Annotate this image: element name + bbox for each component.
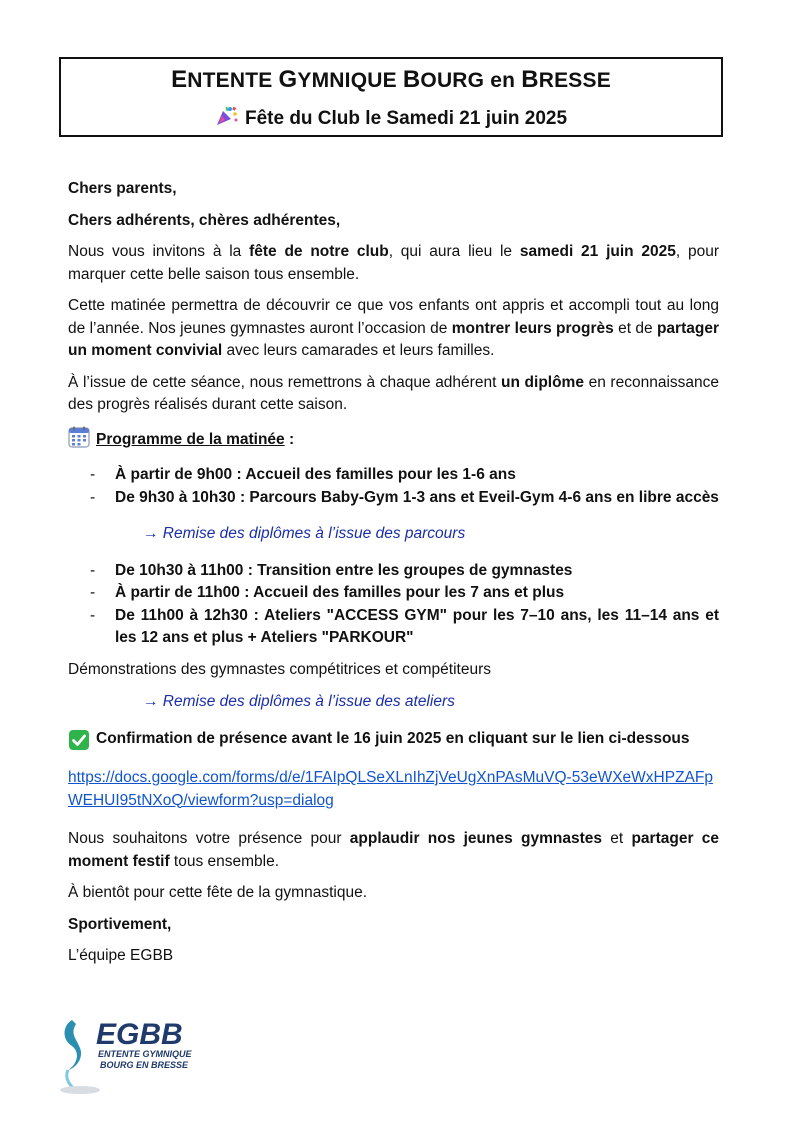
paragraph-diploma: À l’issue de cette séance, nous remettrons à chaque adhérent un diplôme en reconnaissance des progrès réalisés durant cette saison. (68, 373, 719, 413)
calendar-icon (68, 426, 90, 456)
greeting-members: Chers adhérents, chères adhérentes, (68, 211, 341, 229)
diploma-note-ateliers: → Remise des diplômes à l’issue des ateliers (143, 693, 455, 710)
header-box (59, 57, 723, 137)
program-item: - De 11h00 à 12h30 : Ateliers "ACCESS GYM" pour les 7–10 ans, les 11–14 ans et les 12 ans et plus + Ateliers "PARKOUR" (68, 605, 719, 650)
paragraph-presence: Nous souhaitons votre présence pour applaudir nos jeunes gymnastes et partager ce moment festif tous ensemble. (68, 830, 719, 870)
program-item: - À partir de 11h00 : Accueil des familles pour les 7 ans et plus (68, 582, 719, 605)
program-list-2 (68, 560, 719, 650)
confetti-icon (215, 105, 239, 134)
program-item: - À partir de 9h00 : Accueil des familles pour les 1-6 ans (68, 464, 719, 487)
greeting-parents: Chers parents, (68, 180, 177, 197)
paragraph-morning: Cette matinée permettra de découvrir ce que vos enfants ont appris et accompli tout au long de l’année. Nos jeunes gymnastes auront l’occasion de montrer leurs progrès et de partager un moment convivial avec leurs camarades et leurs familles. (68, 297, 719, 359)
letter-body (68, 178, 719, 977)
program-heading: Programme de la matinée : (68, 426, 719, 456)
svg-text:ENTENTE GYMNIQUE: ENTENTE GYMNIQUE (98, 1049, 192, 1059)
svg-text:EGBB: EGBB (96, 1018, 183, 1051)
confirmation-line (68, 728, 719, 759)
check-mark-icon (68, 728, 90, 759)
event-subtitle (61, 105, 721, 134)
diploma-note-parcours: → Remise des diplômes à l’issue des parcours (143, 525, 466, 542)
signature: L’équipe EGBB (68, 947, 174, 964)
paragraph-invitation: Nous vous invitons à la fête de notre club, qui aura lieu le samedi 21 juin 2025, pour marquer cette belle saison tous ensemble. (68, 243, 720, 283)
club-title: ENTENTE GYMNIQUE BOURG en BRESSE (171, 66, 611, 93)
svg-text:BOURG EN BRESSE: BOURG EN BRESSE (100, 1060, 189, 1070)
program-item: - De 10h30 à 11h00 : Transition entre les groupes de gymnastes (68, 560, 719, 583)
closing: Sportivement, (68, 915, 172, 933)
program-list-1 (68, 464, 719, 509)
demonstrations-text: Démonstrations des gymnastes compétitrices et compétiteurs (68, 660, 491, 678)
program-title: Programme de la matinée (96, 431, 285, 448)
egbb-logo (58, 1012, 208, 1097)
paragraph-soon: À bientôt pour cette fête de la gymnastique. (68, 884, 367, 901)
registration-link[interactable]: https://docs.google.com/forms/d/e/1FAIpQLSeXLnIhZjVeUgXnPAsMuVQ-53eWXeWxHPZAFpWEHUI95tNXoQ/viewform?usp=dialog (68, 769, 713, 809)
confirmation-text: Confirmation de présence avant le 16 juin 2025 en cliquant sur le lien ci-dessous (96, 729, 690, 747)
subtitle-text: Fête du Club le Samedi 21 juin 2025 (244, 107, 568, 129)
program-item: - De 9h30 à 10h30 : Parcours Baby-Gym 1-3 ans et Eveil-Gym 4-6 ans en libre accès (68, 487, 719, 510)
